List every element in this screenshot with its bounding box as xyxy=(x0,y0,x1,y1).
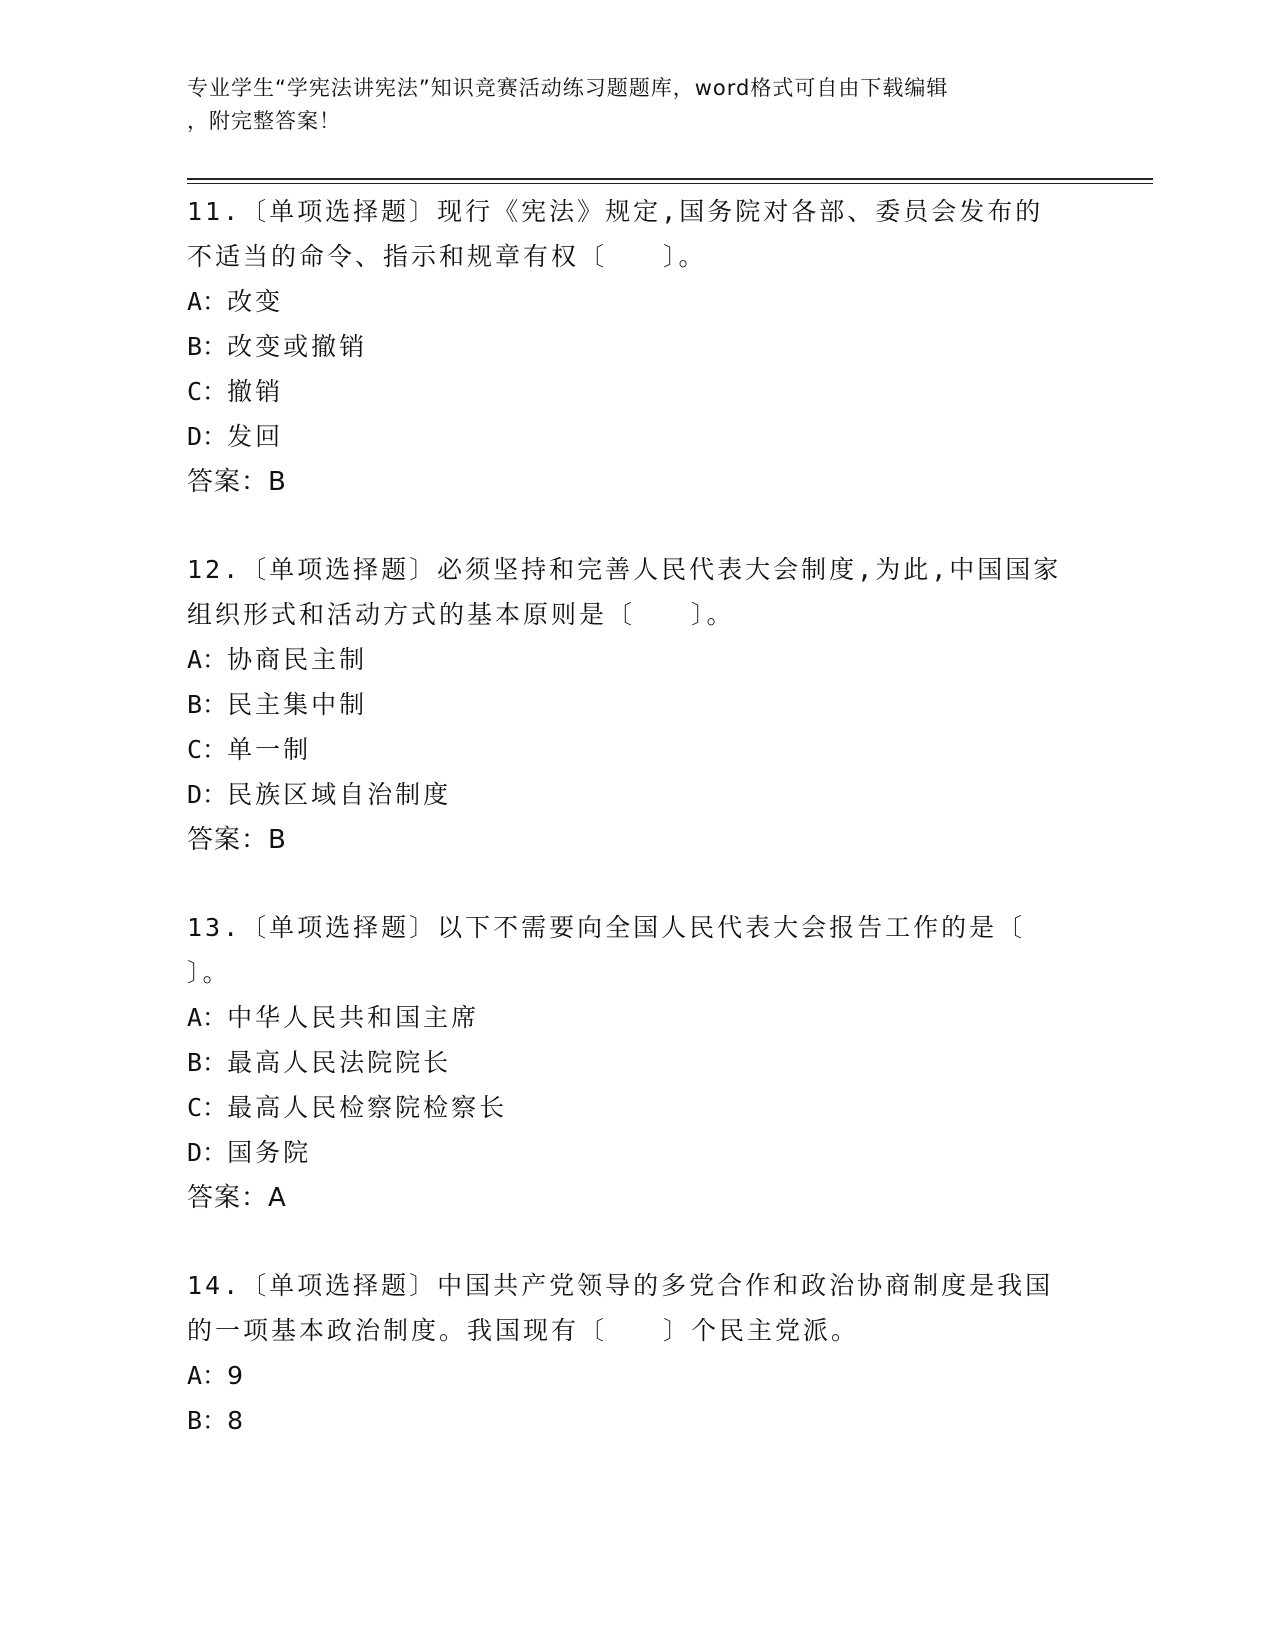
option-d xyxy=(187,772,1087,817)
option-text: 国务院 xyxy=(227,1138,312,1167)
option-label: A： xyxy=(187,287,228,316)
option-label: A： xyxy=(187,1003,228,1032)
question-list xyxy=(187,189,1087,1485)
question-stem xyxy=(187,905,1087,995)
option-a xyxy=(187,279,1087,324)
question-stem-line: 11.〔单项选择题〕现行《宪法》规定,国务院对各部、委员会发布的 xyxy=(187,197,1044,226)
answer-text: 答案：A xyxy=(187,1183,287,1213)
question-stem xyxy=(187,547,1087,637)
question-stem-line: 的一项基本政治制度。我国现有〔 〕个民主党派。 xyxy=(187,1316,860,1345)
option-text: 民主集中制 xyxy=(227,690,368,719)
option-text: 发回 xyxy=(227,422,284,451)
option-a xyxy=(187,1353,1087,1398)
option-text: 9 xyxy=(227,1361,246,1390)
question-stem-line: 组织形式和活动方式的基本原则是〔 〕。 xyxy=(187,600,735,629)
option-b xyxy=(187,324,1087,369)
option-label: D： xyxy=(187,422,228,451)
option-d xyxy=(187,414,1087,459)
question-12 xyxy=(187,547,1087,863)
option-c xyxy=(187,369,1087,414)
option-text: 最高人民法院院长 xyxy=(227,1048,452,1077)
question-13 xyxy=(187,905,1087,1221)
option-text: 撤销 xyxy=(227,377,284,406)
question-stem-line: 14.〔单项选择题〕中国共产党领导的多党合作和政治协商制度是我国 xyxy=(187,1271,1054,1300)
option-label: C： xyxy=(187,735,228,764)
option-label: C： xyxy=(187,1093,228,1122)
document-header xyxy=(187,72,1067,138)
option-b xyxy=(187,1398,1087,1443)
option-label: B： xyxy=(187,332,228,361)
option-text: 改变或撤销 xyxy=(227,332,368,361)
question-stem-line: 〕。 xyxy=(187,958,231,987)
option-text: 单一制 xyxy=(227,735,312,764)
option-a xyxy=(187,637,1087,682)
option-text: 民族区域自治制度 xyxy=(227,780,452,809)
option-text: 中华人民共和国主席 xyxy=(227,1003,480,1032)
option-label: D： xyxy=(187,1138,228,1167)
option-label: C： xyxy=(187,377,228,406)
header-divider-thin xyxy=(187,183,1153,184)
question-stem-line: 不适当的命令、指示和规章有权〔 〕。 xyxy=(187,242,707,271)
question-11 xyxy=(187,189,1087,505)
option-d xyxy=(187,1130,1087,1175)
header-line-2: ，附完整答案！ xyxy=(187,109,341,133)
option-label: B： xyxy=(187,1048,228,1077)
option-c xyxy=(187,1085,1087,1130)
option-text: 8 xyxy=(227,1406,246,1435)
header-line-1: 专业学生“学宪法讲宪法”知识竞赛活动练习题题库，word格式可自由下载编辑 xyxy=(187,76,949,100)
answer-text: 答案：B xyxy=(187,467,287,497)
question-14 xyxy=(187,1263,1087,1443)
option-label: A： xyxy=(187,645,228,674)
option-text: 协商民主制 xyxy=(227,645,368,674)
option-label: B： xyxy=(187,690,228,719)
question-stem-line: 12.〔单项选择题〕必须坚持和完善人民代表大会制度,为此,中国国家 xyxy=(187,555,1062,584)
option-label: D： xyxy=(187,780,228,809)
option-text: 改变 xyxy=(227,287,284,316)
option-c xyxy=(187,727,1087,772)
option-text: 最高人民检察院检察长 xyxy=(227,1093,508,1122)
option-b xyxy=(187,1040,1087,1085)
option-a xyxy=(187,995,1087,1040)
answer-text: 答案：B xyxy=(187,825,287,855)
header-divider-thick xyxy=(187,178,1153,180)
option-label: A： xyxy=(187,1361,228,1390)
question-stem-line: 13.〔单项选择题〕以下不需要向全国人民代表大会报告工作的是〔 xyxy=(187,913,1026,942)
option-b xyxy=(187,682,1087,727)
question-stem xyxy=(187,1263,1087,1353)
question-stem xyxy=(187,189,1087,279)
option-label: B： xyxy=(187,1406,228,1435)
